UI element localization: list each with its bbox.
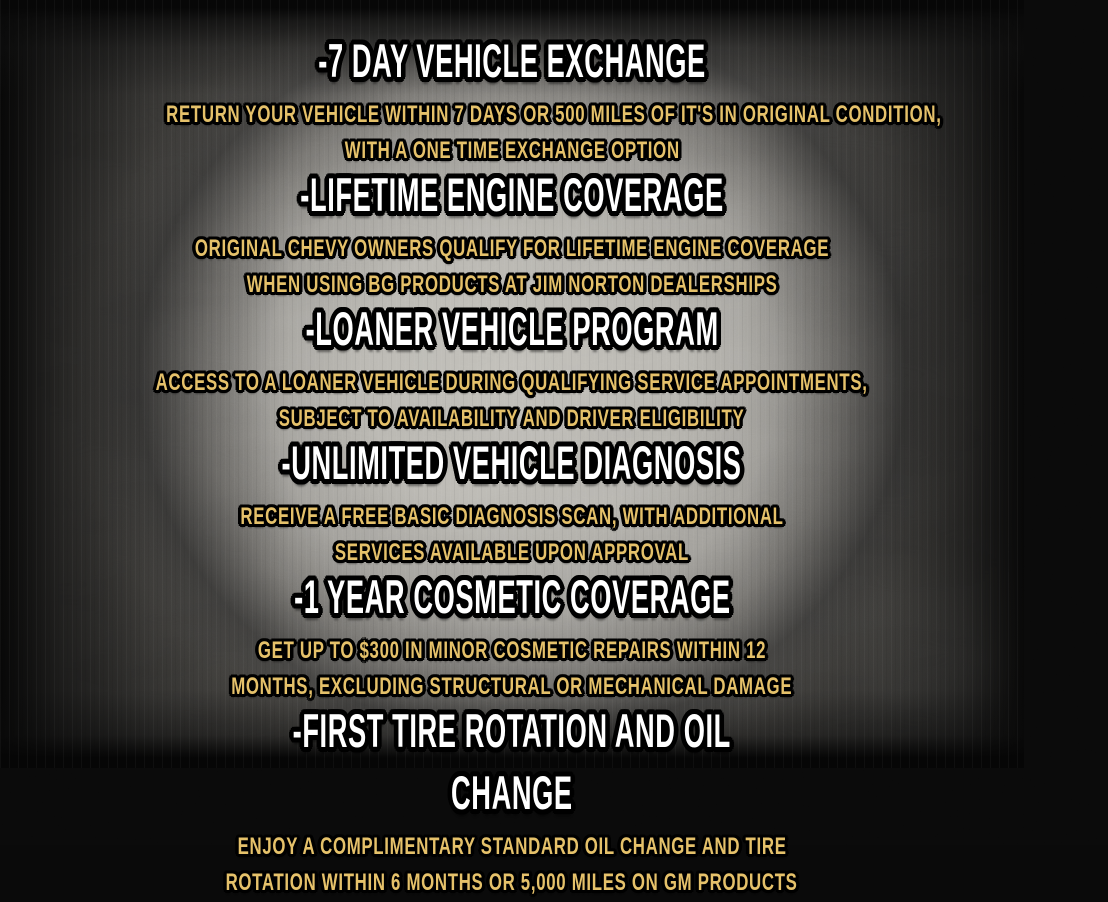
- benefit-body-text: ROTATION WITHIN 6 MONTHS OR 5,000 MILES ON GM PRODUCTS: [225, 869, 799, 896]
- benefit-body-text: MONTHS, EXCLUDING STRUCTURAL OR MECHANICAL DAMAGE: [231, 673, 793, 700]
- benefit-body-text: SUBJECT TO AVAILABILITY AND DRIVER ELIGIBILITY: [279, 405, 745, 432]
- benefit-body-line: [0, 98, 1024, 134]
- benefit-heading-line: [0, 572, 1024, 634]
- benefit-body-line: [0, 134, 1024, 170]
- benefit-heading-text: -UNLIMITED VEHICLE DIAGNOSIS: [282, 436, 742, 489]
- benefit-heading-line: [0, 706, 1024, 768]
- benefit-body-line: [0, 268, 1024, 304]
- benefit-body-line: [0, 830, 1024, 866]
- benefit-body-line: [0, 670, 1024, 706]
- benefit-heading-text: -7 DAY VEHICLE EXCHANGE: [318, 34, 706, 87]
- benefit-heading-text: CHANGE: [451, 766, 573, 819]
- benefit-section: [0, 438, 1024, 572]
- benefit-heading-text: -LIFETIME ENGINE COVERAGE: [300, 168, 724, 221]
- benefit-section: [0, 36, 1024, 170]
- benefit-body-text: ACCESS TO A LOANER VEHICLE DURING QUALIFYING SERVICE APPOINTMENTS,: [155, 369, 869, 396]
- benefit-body-line: [0, 500, 1024, 536]
- benefit-body-text: WHEN USING BG PRODUCTS AT JIM NORTON DEALERSHIPS: [246, 271, 778, 298]
- benefit-body-line: [0, 866, 1024, 902]
- benefit-body-text: ENJOY A COMPLIMENTARY STANDARD OIL CHANGE AND TIRE: [237, 833, 787, 860]
- benefit-section: [0, 706, 1024, 902]
- benefit-body-line: [0, 232, 1024, 268]
- benefit-heading-line: [0, 304, 1024, 366]
- benefit-heading-text: -FIRST TIRE ROTATION AND OIL: [292, 704, 732, 757]
- benefit-body-text: GET UP TO $300 IN MINOR COSMETIC REPAIRS WITHIN 12: [257, 637, 767, 664]
- benefit-body-text: RETURN YOUR VEHICLE WITHIN 7 DAYS OR 500 MILES OF IT'S IN ORIGINAL CONDITION,: [166, 101, 942, 128]
- benefit-body-text: ORIGINAL CHEVY OWNERS QUALIFY FOR LIFETIME ENGINE COVERAGE: [194, 235, 830, 262]
- benefit-body-line: [0, 536, 1024, 572]
- benefit-body-line: [0, 402, 1024, 438]
- benefit-heading-line: [0, 438, 1024, 500]
- benefit-section: [0, 304, 1024, 438]
- benefit-heading-line: [0, 768, 1024, 830]
- benefit-section: [0, 170, 1024, 304]
- benefit-section: [0, 572, 1024, 706]
- benefit-heading-line: [0, 170, 1024, 232]
- benefit-body-line: [0, 634, 1024, 670]
- benefit-body-text: SERVICES AVAILABLE UPON APPROVAL: [334, 539, 690, 566]
- benefit-heading-text: -LOANER VEHICLE PROGRAM: [305, 302, 719, 355]
- benefit-body-text: RECEIVE A FREE BASIC DIAGNOSIS SCAN, WITH ADDITIONAL: [240, 503, 784, 530]
- benefit-heading-line: [0, 36, 1024, 98]
- benefit-heading-text: -1 YEAR COSMETIC COVERAGE: [293, 570, 731, 623]
- benefit-body-line: [0, 366, 1024, 402]
- benefit-body-text: WITH A ONE TIME EXCHANGE OPTION: [344, 137, 680, 164]
